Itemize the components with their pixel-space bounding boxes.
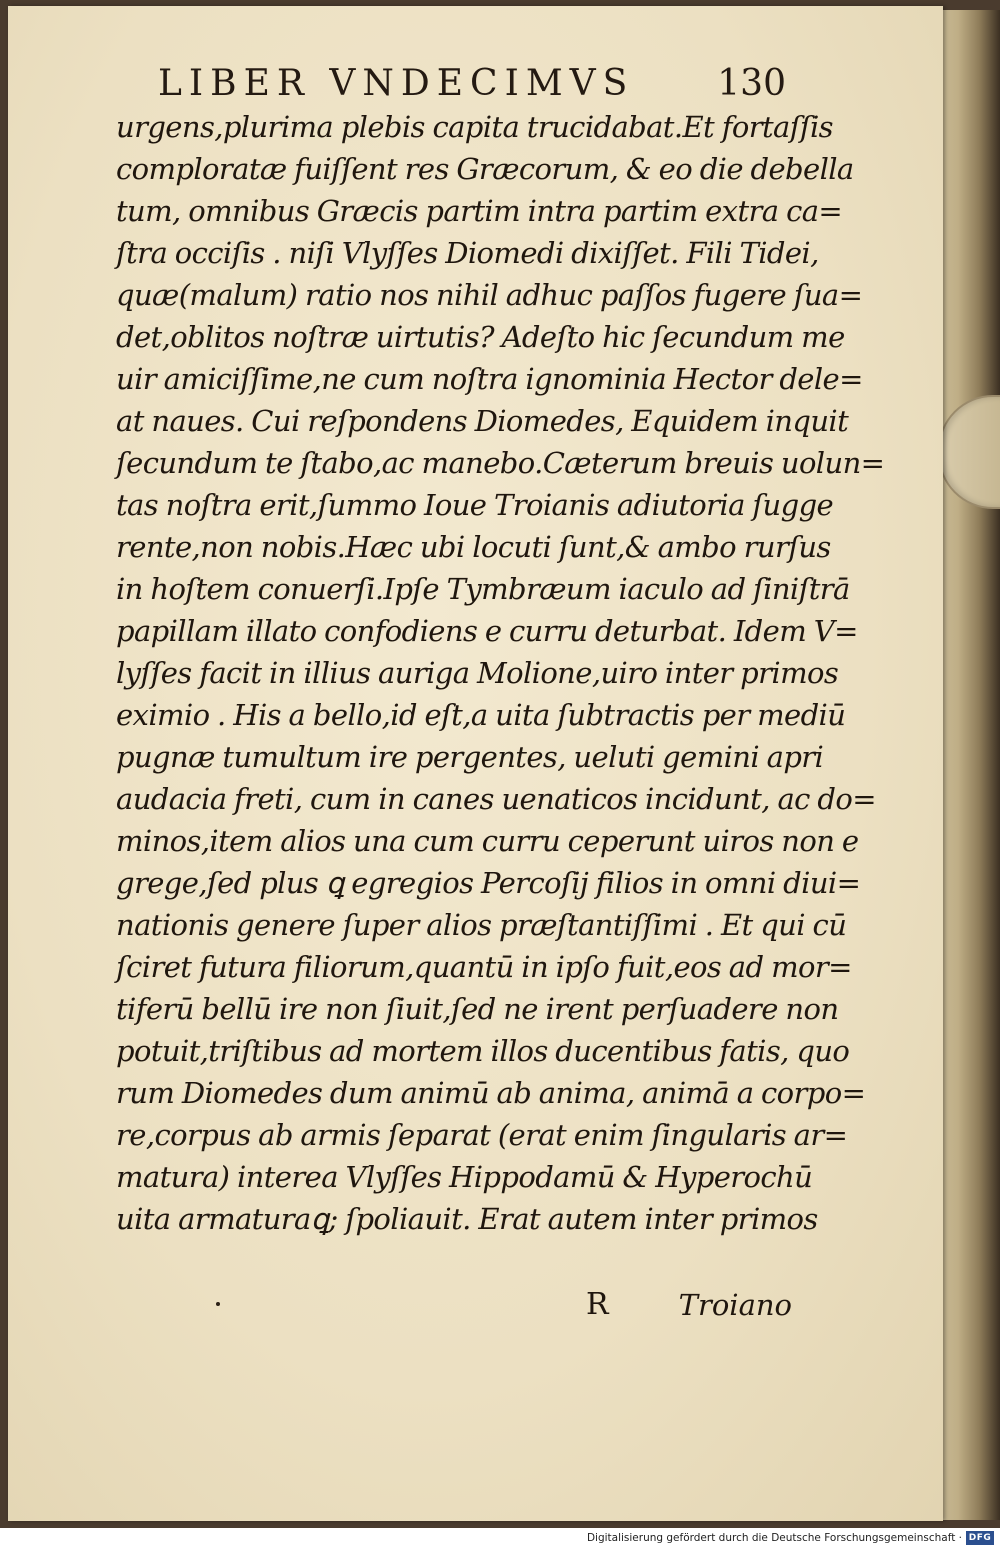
text-line: matura) interea Vlyſſes Hippodamū & Hyperochū bbox=[116, 1160, 813, 1194]
text-line: potuit,triſtibus ad mortem illos ducentibus fatis, quo bbox=[116, 1034, 850, 1068]
ink-speck bbox=[216, 1302, 220, 1306]
book-page bbox=[8, 6, 943, 1521]
catchword: Troiano bbox=[678, 1288, 792, 1322]
page-header bbox=[158, 58, 798, 110]
text-line: uita armaturaꝗ; ſpoliauit. Erat autem inter primos bbox=[116, 1202, 818, 1236]
text-line: pugnæ tumultum ire pergentes, ueluti gemini apri bbox=[116, 740, 824, 774]
credit-text: Digitalisierung gefördert durch die Deutsche Forschungsgemeinschaft · bbox=[586, 1532, 962, 1544]
text-line: ſtra occiſis . niſi Vlyſſes Diomedi dixiſſet. Fili Tidei, bbox=[116, 236, 819, 270]
text-line: ſciret futura filiorum,quantū in ipſo fuit,eos ad mor= bbox=[116, 950, 852, 984]
text-line: tum, omnibus Græcis partim intra partim extra ca= bbox=[116, 194, 843, 228]
text-line: uir amiciſſime,ne cum noſtra ignominia Hector dele= bbox=[116, 362, 863, 396]
running-title: LIBER VNDECIMVS bbox=[158, 63, 635, 104]
text-line: det,oblitos noſtræ uirtutis? Adeſto hic ſecundum me bbox=[116, 320, 845, 354]
text-line: in hoſtem conuerſi.Ipſe Tymbræum iaculo ad ſiniſtrā bbox=[116, 572, 850, 606]
text-line: nationis genere ſuper alios præſtantiſſimi . Et qui cū bbox=[116, 908, 847, 942]
signature-mark: R bbox=[586, 1287, 609, 1322]
page-number: 130 bbox=[717, 63, 786, 104]
text-line: eximio . His a bello,id eſt,a uita ſubtractis per mediū bbox=[116, 698, 846, 732]
text-line: grege,ſed plus ꝗ egregios Percoſij filios in omni diui= bbox=[116, 866, 861, 900]
text-line: tiferū bellū ire non ſiuit,ſed ne irent perſuadere non bbox=[116, 992, 839, 1026]
text-line: audacia freti, cum in canes uenaticos incidunt, ac do= bbox=[116, 782, 876, 816]
text-line: rum Diomedes dum animū ab anima, animā a corpo= bbox=[116, 1076, 866, 1110]
text-line: rente,non nobis.Hæc ubi locuti ſunt,& ambo rurſus bbox=[116, 530, 831, 564]
text-line: re,corpus ab armis ſeparat (erat enim ſingularis ar= bbox=[116, 1118, 848, 1152]
text-line: ſecundum te ſtabo,ac manebo.Cæterum breuis uolun= bbox=[116, 446, 885, 480]
body-text bbox=[116, 106, 885, 1240]
text-line: papillam illato confodiens e curru deturbat. Idem V= bbox=[116, 614, 858, 648]
dfg-logo: DFG bbox=[966, 1531, 994, 1545]
text-line: quæ(malum) ratio nos nihil adhuc paſſos fugere ſua= bbox=[116, 278, 863, 312]
text-line: urgens,plurima plebis capita trucidabat.Et fortaſſis bbox=[116, 110, 833, 144]
text-line: lyſſes facit in illius auriga Molione,uiro inter primos bbox=[116, 656, 839, 690]
digitization-credit-bar bbox=[0, 1528, 1000, 1548]
text-line: comploratæ fuiſſent res Græcorum, & eo die debella bbox=[116, 152, 854, 186]
text-line: tas noſtra erit,ſummo Ioue Troianis adiutoria ſugge bbox=[116, 488, 834, 522]
text-line: minos,item alios una cum curru ceperunt uiros non e bbox=[116, 824, 859, 858]
page-footer bbox=[116, 1284, 796, 1326]
text-line: at naues. Cui reſpondens Diomedes, Equidem inquit bbox=[116, 404, 849, 438]
